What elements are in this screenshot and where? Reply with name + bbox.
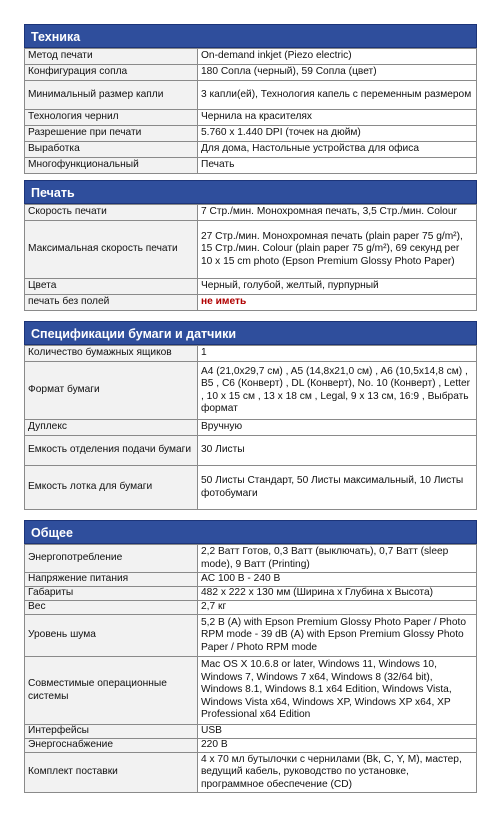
section-title: Спецификации бумаги и датчики	[24, 321, 477, 345]
spec-key: Комплект поставки	[25, 753, 198, 793]
spec-key: Количество бумажных ящиков	[25, 346, 198, 362]
table-row	[25, 65, 477, 81]
spec-key: Выработка	[25, 142, 198, 158]
table-row	[25, 466, 477, 510]
spec-value: 27 Стр./мин. Монохромная печать (plain paper 75 g/m²), 15 Стр./мин. Colour (plain paper 75 g/m²), 69 секунд per 10 x 15 cm photo (Epson Premium Glossy Photo Paper)	[198, 221, 477, 279]
spec-table	[24, 345, 477, 510]
spec-value: Черный, голубой, желтый, пурпурный	[198, 279, 477, 295]
spec-value: AC 100 В - 240 В	[198, 573, 477, 587]
spec-key: Скорость печати	[25, 205, 198, 221]
spec-value: Вручную	[198, 420, 477, 436]
table-row	[25, 436, 477, 466]
spec-value: Mac OS X 10.6.8 or later, Windows 11, Windows 10, Windows 7, Windows 7 x64, Windows 8 (32/64 bit), Windows 8.1, Windows 8.1 x64 Edition, Windows Vista, Windows Vista x64, Windows XP, Windows XP x64, XP Professional x64 Edition	[198, 657, 477, 725]
spec-value: 220 В	[198, 739, 477, 753]
spec-key: Энергопотребление	[25, 545, 198, 573]
table-row	[25, 158, 477, 174]
spec-key: Емкость лотка для бумаги	[25, 466, 198, 510]
table-row	[25, 739, 477, 753]
spec-key: Многофункциональный	[25, 158, 198, 174]
section-paper	[24, 321, 477, 510]
spec-value: USB	[198, 725, 477, 739]
spec-table	[24, 544, 477, 793]
spec-key: Метод печати	[25, 49, 198, 65]
table-row	[25, 221, 477, 279]
table-row	[25, 615, 477, 657]
table-row	[25, 587, 477, 601]
table-row	[25, 420, 477, 436]
table-row	[25, 126, 477, 142]
spec-key: печать без полей	[25, 295, 198, 311]
spec-value: Для дома, Настольные устройства для офиса	[198, 142, 477, 158]
spec-key: Конфигурация сопла	[25, 65, 198, 81]
table-row	[25, 753, 477, 793]
spec-key: Габариты	[25, 587, 198, 601]
table-row	[25, 81, 477, 110]
spec-value: 30 Листы	[198, 436, 477, 466]
spec-key: Технология чернил	[25, 110, 198, 126]
section-title: Общее	[24, 520, 477, 544]
table-row	[25, 110, 477, 126]
spec-key: Уровень шума	[25, 615, 198, 657]
table-row	[25, 346, 477, 362]
table-row	[25, 573, 477, 587]
spec-key: Интерфейсы	[25, 725, 198, 739]
spec-value: 1	[198, 346, 477, 362]
spec-value: 7 Стр./мин. Монохромная печать, 3,5 Стр./мин. Colour	[198, 205, 477, 221]
spec-key: Емкость отделения подачи бумаги	[25, 436, 198, 466]
spec-value: Печать	[198, 158, 477, 174]
spec-key: Цвета	[25, 279, 198, 295]
table-row	[25, 205, 477, 221]
section-print	[24, 180, 477, 311]
table-row	[25, 279, 477, 295]
section-title: Техника	[24, 24, 477, 48]
spec-value: 482 x 222 x 130 мм (Ширина x Глубина x Высота)	[198, 587, 477, 601]
spec-key: Дуплекс	[25, 420, 198, 436]
section-technique	[24, 24, 477, 174]
spec-value: Чернила на красителях	[198, 110, 477, 126]
spec-value: 5.760 x 1.440 DPI (точек на дюйм)	[198, 126, 477, 142]
spec-key: Совместимые операционные системы	[25, 657, 198, 725]
spec-table	[24, 204, 477, 311]
spec-value: 5,2 B (A) with Epson Premium Glossy Photo Paper / Photo RPM mode - 39 dB (A) with Epson Premium Glossy Photo Paper / Photo RPM mode	[198, 615, 477, 657]
spec-table	[24, 48, 477, 174]
spec-value: не иметь	[198, 295, 477, 311]
spec-value: 2,2 Ватт Готов, 0,3 Ватт (выключать), 0,7 Ватт (sleep mode), 9 Ватт (Printing)	[198, 545, 477, 573]
spec-value: 50 Листы Стандарт, 50 Листы максимальный, 10 Листы фотобумаги	[198, 466, 477, 510]
spec-key: Разрешение при печати	[25, 126, 198, 142]
spec-value: 3 капли(ей), Технология капель с переменным размером	[198, 81, 477, 110]
table-row	[25, 601, 477, 615]
spec-value: 180 Сопла (черный), 59 Сопла (цвет)	[198, 65, 477, 81]
section-title: Печать	[24, 180, 477, 204]
spec-value: 4 x 70 мл бутылочки с чернилами (Bk, C, Y, M), мастер, ведущий кабель, руководство по установке, программное обеспечение (CD)	[198, 753, 477, 793]
spec-key: Вес	[25, 601, 198, 615]
section-general	[24, 520, 477, 793]
table-row	[25, 362, 477, 420]
spec-key: Энергоснабжение	[25, 739, 198, 753]
table-row	[25, 49, 477, 65]
spec-key: Минимальный размер капли	[25, 81, 198, 110]
spec-value: A4 (21,0x29,7 см) , A5 (14,8x21,0 см) , A6 (10,5x14,8 см) , B5 , C6 (Конверт) , DL (Конверт), No. 10 (Конверт) , Letter , 10 x 15 см , 13 x 18 см , Legal, 9 x 13 см, 16:9 , Выбрать формат	[198, 362, 477, 420]
spec-key: Напряжение питания	[25, 573, 198, 587]
table-row	[25, 657, 477, 725]
table-row	[25, 295, 477, 311]
spec-value: On-demand inkjet (Piezo electric)	[198, 49, 477, 65]
spec-key: Максимальная скорость печати	[25, 221, 198, 279]
table-row	[25, 545, 477, 573]
table-row	[25, 142, 477, 158]
table-row	[25, 725, 477, 739]
spec-key: Формат бумаги	[25, 362, 198, 420]
spec-value: 2,7 кг	[198, 601, 477, 615]
